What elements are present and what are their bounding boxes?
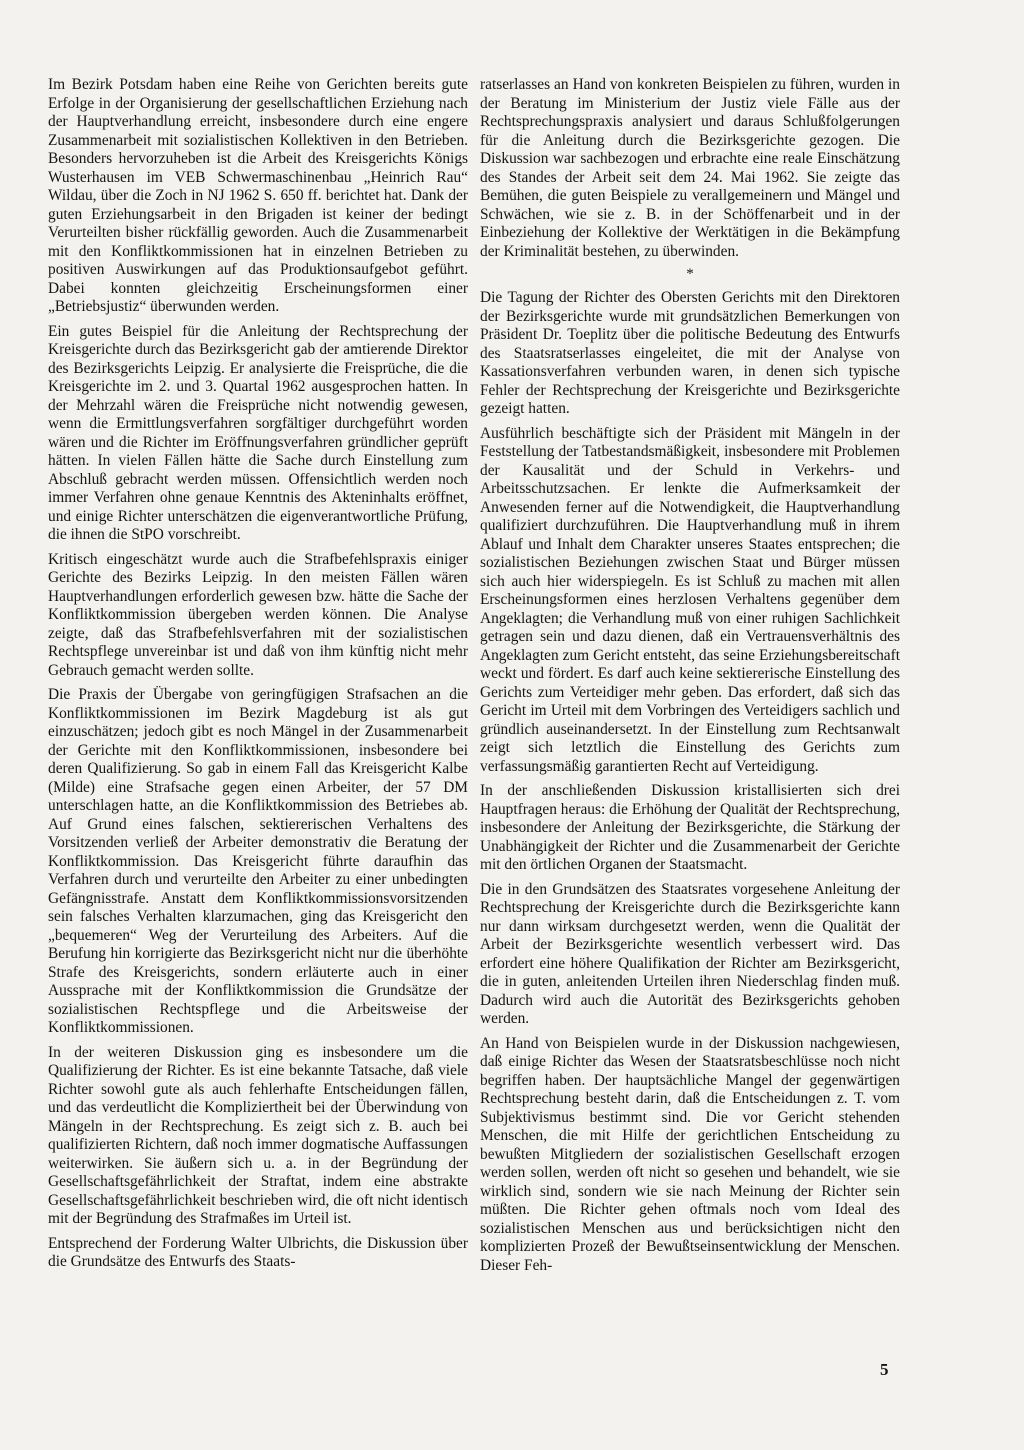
left-column	[48, 76, 468, 1278]
paragraph: Im Bezirk Potsdam haben eine Reihe von Gerichten bereits gute Erfolge in der Organisierung der gesellschaftlichen Erziehung nach der Hauptverhandlung erreicht, insbesondere durch eine engere Zusammenarbeit mit sozialistischen Kollektiven in den Betrieben. Besonders hervorzuheben ist die Arbeit des Kreisgerichts Königs Wusterhausen im VEB Schwermaschinenbau „Heinrich Rau“ Wildau, über die Zoch in NJ 1962 S. 650 ff. berichtet hat. Dank der guten Erziehungsarbeit in den Brigaden ist keiner der bedingt Verurteilten bisher rückfällig geworden. Auch die Zusammenarbeit mit den Konfliktkommissionen hat in einzelnen Betrieben zu positiven Auswirkungen auf das Produktionsaufgebot geführt. Dabei konnten gleichzeitig Erscheinungsformen einer „Betriebsjustiz“ überwunden werden.	[48, 76, 468, 315]
paragraph: Kritisch eingeschätzt wurde auch die Strafbefehlspraxis einiger Gerichte des Bezirks Leipzig. In den meisten Fällen wären Hauptverhandlungen erforderlich gewesen bzw. hätte die Sache der Konfliktkommission übergeben werden können. Die Analyse zeigte, daß das Strafbefehlsverfahren mit der sozialistischen Rechtspflege unvereinbar ist und daß von ihm künftig nicht mehr Gebrauch gemacht werden sollte.	[48, 550, 468, 679]
paragraph: Die in den Grundsätzen des Staatsrates vorgesehene Anleitung der Rechtsprechung der Kreisgerichte durch die Bezirksgerichte kann nur dann wirksam durchgesetzt werden, wenn die Qualität der Arbeit der Bezirksgerichte wesentlich verbessert wird. Das erfordert eine höhere Qualifikation der Richter am Bezirksgericht, die in guten, anleitenden Urteilen ihren Niederschlag finden muß. Dadurch wird auch die Autorität des Bezirksgerichts gehoben werden.	[480, 880, 900, 1027]
page-number: 5	[880, 1360, 889, 1379]
paragraph: Entsprechend der Forderung Walter Ulbrichts, die Diskussion über die Grundsätze des Entwurfs des Staats-	[48, 1234, 468, 1270]
right-column	[480, 76, 900, 1281]
paragraph: Die Tagung der Richter des Obersten Gerichts mit den Direktoren der Bezirksgerichte wurde mit grundsätzlichen Bemerkungen von Präsident Dr. Toeplitz über die politische Bedeutung des Entwurfs des Staatsratserlasses eingeleitet, die mit der Analyse von Kassationsverfahren verbunden waren, in denen sich typische Fehler der Rechtsprechung der Kreisgerichte und Bezirksgerichte gezeigt hatten.	[480, 289, 900, 417]
paragraph: ratserlasses an Hand von konkreten Beispielen zu führen, wurden in der Beratung im Ministerium der Justiz viele Fälle aus der Rechtsprechungspraxis analysiert und daraus Schlußfolgerungen für die Anleitung durch die Bezirksgerichte gezogen. Die Diskussion war sachbezogen und erbrachte eine reale Einschätzung des Standes der Arbeit seit dem 24. Mai 1962. Sie zeigte das Bemühen, die guten Beispiele zu verallgemeinern und Mängel und Schwächen, wie sie z. B. in der Schöffenarbeit und in der Einbeziehung der Kollektive der Werktätigen in die Bekämpfung der Kriminalität bestehen, zu überwinden.	[480, 76, 900, 260]
paragraph: Die Praxis der Übergabe von geringfügigen Strafsachen an die Konfliktkommissionen im Bezirk Magdeburg ist als gut einzuschätzen; jedoch gibt es noch Mängel in der Zusammenarbeit der Gerichte mit den Konfliktkommissionen, insbesondere bei deren Qualifizierung. So gab in einem Fall das Kreisgericht Kalbe (Milde) eine Strafsache gegen einen Arbeiter, der 57 DM unterschlagen hatte, an die Konfliktkommission des Betriebes ab. Auf Grund eines falschen, sektiererischen Verhaltens des Vorsitzenden verließ der Arbeiter demonstrativ die Beratung der Konfliktkommission. Das Kreisgericht führte daraufhin das Verfahren durch und verurteilte den Arbeiter zu einer unbedingten Gefängnisstrafe. Anstatt dem Konfliktkommissionsvorsitzenden sein falsches Verhalten klarzumachen, ging das Kreisgericht den „bequemeren“ Weg der Verurteilung des Arbeiters. Auf die Berufung hin korrigierte das Bezirksgericht nicht nur die überhöhte Strafe des Kreisgerichts, sondern erläuterte auch in einer Aussprache mit der Konfliktkommission die Grundsätze der sozialistischen Rechtspflege und die Arbeitsweise der Konfliktkommissionen.	[48, 686, 468, 1036]
paragraph: In der weiteren Diskussion ging es insbesondere um die Qualifizierung der Richter. Es ist eine bekannte Tatsache, daß viele Richter sowohl gute als auch fehlerhafte Entscheidungen fällen, und das verdeutlicht die Kompliziertheit bei der Überwindung von Mängeln in der Rechtsprechung. Es zeigt sich z. B. auch bei qualifizierten Richtern, daß noch immer dogmatische Auffassungen weiterwirken. Sie äußern sich u. a. in der Begründung der Gesellschaftsgefährlichkeit der Straftat, indem eine abstrakte Gesellschaftsgefährlichkeit beschrieben wird, die oft nicht identisch mit der Begründung des Strafmaßes im Urteil ist.	[48, 1043, 468, 1227]
paragraph: An Hand von Beispielen wurde in der Diskussion nachgewiesen, daß einige Richter das Wesen der Staatsratsbeschlüsse noch nicht begriffen haben. Der hauptsächliche Mangel der gegenwärtigen Rechtsprechung besteht darin, daß die Entscheidungen z. T. vom Subjektivismus bestimmt sind. Die vor Gericht stehenden Menschen, die mit Hilfe der gerichtlichen Entscheidung zu bewußten Mitgliedern der sozialistischen Gesellschaft erzogen werden sollen, werden oft nicht so gesehen und behandelt, wie sie wirklich sind, sondern wie sie nach Meinung der Richter sein müßten. Die Richter gehen oftmals noch vom Ideal des sozialistischen Menschen aus und berücksichtigen nicht den komplizierten Prozeß der Bewußtseinsentwicklung der Menschen. Dieser Feh-	[480, 1034, 900, 1274]
paragraph: Ausführlich beschäftigte sich der Präsident mit Mängeln in der Feststellung der Tatbestandsmäßigkeit, insbesondere mit Problemen der Kausalität und der Schuld in Verkehrs- und Arbeitsschutzsachen. Er lenkte die Aufmerksamkeit der Anwesenden ferner auf die Notwendigkeit, die Hauptverhandlung qualifiziert durchzuführen. Die Hauptverhandlung muß in ihrem Ablauf und Inhalt dem Charakter unseres Staates entsprechen; die sozialistischen Beziehungen zwischen Staat und Bürger müssen sich auch hier widerspiegeln. Es ist Schluß zu machen mit allen Erscheinungsformen eines herzlosen Verhaltens gegenüber dem Angeklagten; die Verhandlung muß von einer ruhigen Sachlichkeit getragen sein und dazu dienen, daß ein Vertrauensverhältnis des Angeklagten zum Gericht entsteht, das seine Erziehungsbereitschaft weckt und fördert. Es darf auch keine sektiererische Einstellung des Gerichts zum Verteidiger mehr geben. Das erfordert, daß sich das Gericht im Urteil mit dem Vorbringen des Verteidigers sachlich und gründlich auseinandersetzt. In der Einstellung zum Rechtsanwalt zeigt sich letztlich die Einstellung des Gerichts zum verfassungsmäßig garantierten Recht auf Verteidigung.	[480, 424, 900, 775]
paragraph: In der anschließenden Diskussion kristallisierten sich drei Hauptfragen heraus: die Erhöhung der Qualität der Rechtsprechung, insbesondere der Anleitung der Bezirksgerichte, die Stärkung der Unabhängigkeit der Richter und die Zusammenarbeit der Gerichte mit den örtlichen Organen der Staatsmacht.	[480, 782, 900, 873]
paragraph: Ein gutes Beispiel für die Anleitung der Rechtsprechung der Kreisgerichte durch das Bezirksgericht gab der amtierende Direktor des Bezirksgerichts Leipzig. Er analysierte die Freisprüche, die die Kreisgerichte im 2. und 3. Quartal 1962 ausgesprochen hatten. In der Mehrzahl wären die Freisprüche nicht notwendig gewesen, wenn die Ermittlungsverfahren sorgfältiger durchgeführt worden wären und die Richter im Eröffnungsverfahren gründlicher geprüft hätten. In vielen Fällen hätte die Sache durch Einstellung zum Abschluß gebracht werden müssen. Offensichtlich werden noch immer Verfahren ohne genaue Kenntnis des Akteninhalts eröffnet, und einige Richter unterschätzen die eigenverantwortliche Prüfung, die ihnen die StPO vorschreibt.	[48, 322, 468, 543]
section-separator: *	[686, 266, 694, 282]
